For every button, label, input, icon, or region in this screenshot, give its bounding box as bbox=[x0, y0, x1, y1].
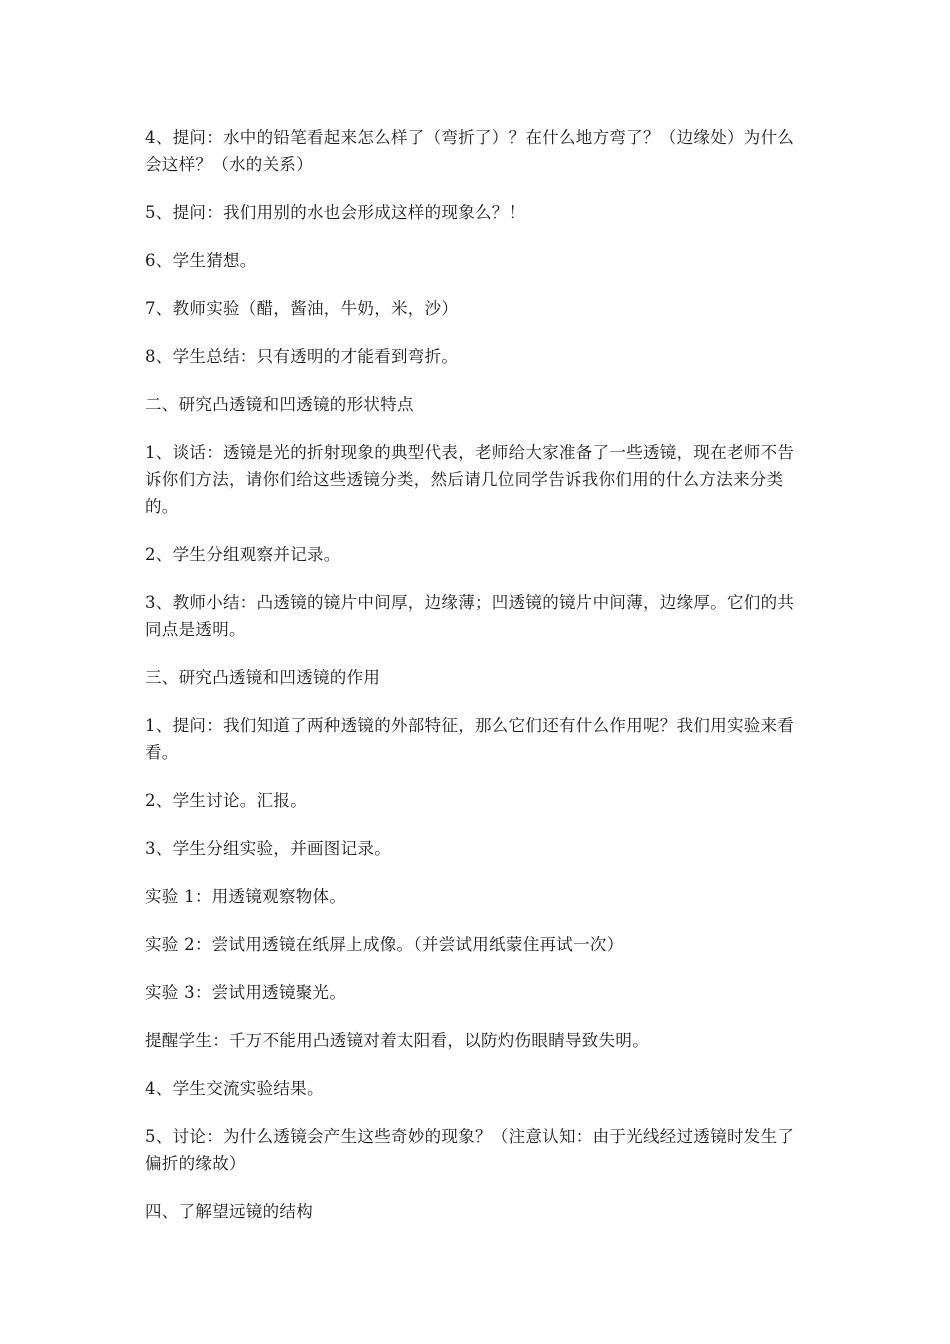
paragraph-item-2: 2、学生分组观察并记录。 bbox=[145, 545, 341, 564]
paragraph-experiment-3: 实验 3：尝试用透镜聚光。 bbox=[145, 983, 347, 1002]
paragraph-item-7: 7、教师实验（醋，酱油，牛奶，米，沙） bbox=[145, 299, 459, 318]
paragraph-item-5: 5、讨论：为什么透镜会产生这些奇妙的现象？（注意认知：由于光线经过透镜时发生了偏折的缘故） bbox=[145, 1127, 795, 1173]
paragraph-item-6: 6、学生猜想。 bbox=[145, 251, 257, 270]
section-heading-3: 三、研究凸透镜和凹透镜的作用 bbox=[145, 668, 381, 687]
paragraph-item-3: 3、教师小结：凸透镜的镜片中间厚，边缘薄；凹透镜的镜片中间薄，边缘厚。它们的共同点是透明。 bbox=[145, 593, 795, 639]
paragraph-experiment-2: 实验 2：尝试用透镜在纸屏上成像。（并尝试用纸蒙住再试一次） bbox=[145, 935, 624, 954]
paragraph-item-5: 5、提问：我们用别的水也会形成这样的现象么？！ bbox=[145, 203, 526, 222]
paragraph-item-2: 2、学生讨论。汇报。 bbox=[145, 791, 307, 810]
paragraph-experiment-1: 实验 1：用透镜观察物体。 bbox=[145, 887, 347, 906]
section-heading-2: 二、研究凸透镜和凹透镜的形状特点 bbox=[145, 395, 414, 414]
document-page bbox=[145, 124, 810, 1246]
paragraph-item-1: 1、提问：我们知道了两种透镜的外部特征，那么它们还有什么作用呢？我们用实验来看看。 bbox=[145, 716, 795, 762]
paragraph-item-4: 4、学生交流实验结果。 bbox=[145, 1079, 324, 1098]
paragraph-item-3: 3、学生分组实验，并画图记录。 bbox=[145, 839, 391, 858]
paragraph-item-8: 8、学生总结：只有透明的才能看到弯折。 bbox=[145, 347, 459, 366]
paragraph-item-4: 4、提问：水中的铅笔看起来怎么样了（弯折了）？在什么地方弯了？（边缘处）为什么会这样？（水的关系） bbox=[145, 128, 795, 174]
section-heading-4: 四、了解望远镜的结构 bbox=[145, 1202, 313, 1221]
paragraph-safety-reminder: 提醒学生：千万不能用凸透镜对着太阳看，以防灼伤眼睛导致失明。 bbox=[145, 1031, 649, 1050]
paragraph-item-1: 1、谈话：透镜是光的折射现象的典型代表，老师给大家准备了一些透镜，现在老师不告诉你们方法，请你们给这些透镜分类，然后请几位同学告诉我你们用的什么方法来分类的。 bbox=[145, 443, 795, 516]
